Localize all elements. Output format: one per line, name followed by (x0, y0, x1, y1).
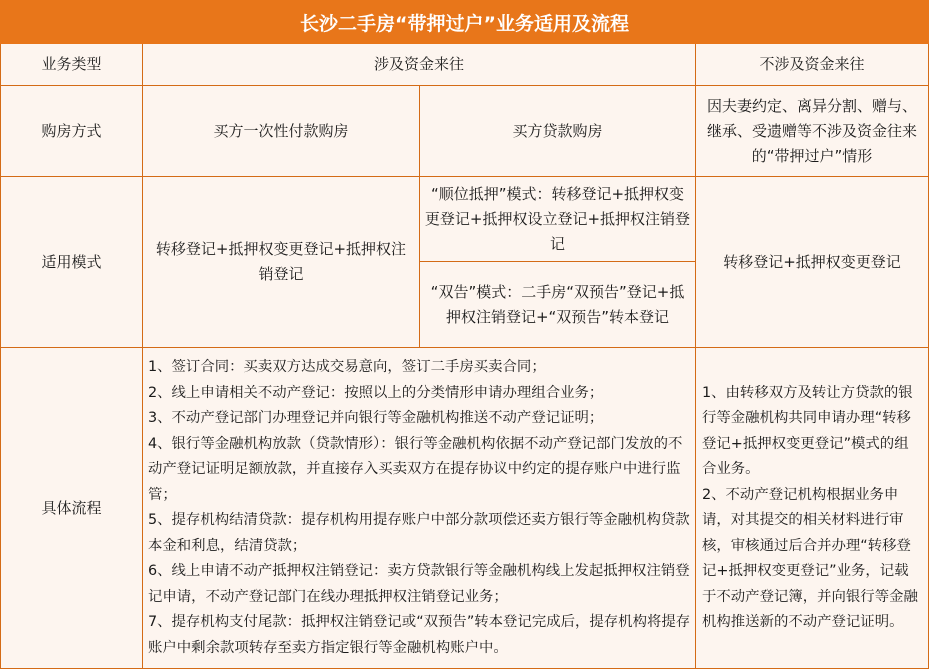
process-step: 4、银行等金融机构放款（贷款情形）：银行等金融机构依据不动产登记部门发放的不动产登记证明足额放款，并直接存入买卖双方在提存协议中约定的提存账户中进行监管； (148, 435, 683, 503)
row-label-process: 具体流程 (0, 348, 143, 669)
purchase-loan: 买方贷款购房 (420, 86, 696, 177)
row-label-applicable-mode: 适用模式 (0, 177, 143, 348)
process-without-funds-list (702, 381, 922, 636)
table-title: 长沙二手房“带押过户”业务适用及流程 (0, 0, 929, 45)
process-with-funds-list (148, 355, 691, 661)
process-without-funds (696, 348, 929, 669)
mode-loan-sequential: “顺位抵押”模式：转移登记+抵押权变更登记+抵押权设立登记+抵押权注销登记 (420, 177, 696, 262)
process-step: 5、提存机构结清贷款：提存机构用提存账户中部分款项偿还卖方银行等金融机构贷款本金和利息，结清贷款； (148, 512, 690, 554)
purchase-no-funds: 因夫妻约定、离异分割、赠与、继承、受遗赠等不涉及资金往来的“带押过户”情形 (696, 86, 929, 177)
header-with-funds: 涉及资金来往 (143, 44, 696, 86)
mode-loan-double-notice: “双告”模式：二手房“双预告”登记+抵押权注销登记+“双预告”转本登记 (420, 262, 696, 348)
mode-no-funds: 转移登记+抵押权变更登记 (696, 177, 929, 348)
process-step: 1、由转移双方及转让方贷款的银行等金融机构共同申请办理“转移登记+抵押权变更登记”模式的组合业务。 (702, 384, 913, 477)
process-step: 2、线上申请相关不动产登记：按照以上的分类情形申请办理组合业务； (148, 384, 604, 401)
row-label-purchase-method: 购房方式 (0, 86, 143, 177)
header-without-funds: 不涉及资金来往 (696, 44, 929, 86)
process-step: 2、不动产登记机构根据业务申请，对其提交的相关材料进行审核，审核通过后合并办理“转移登记+抵押权变更登记”业务，记载于不动产登记簿，并向银行等金融机构推送新的不动产登记证明。 (702, 486, 918, 630)
process-with-funds (143, 348, 696, 669)
process-step: 1、签订合同：买卖双方达成交易意向，签订二手房买卖合同； (148, 359, 546, 375)
process-step: 6、线上申请不动产抵押权注销登记：卖方贷款银行等金融机构线上发起抵押权注销登记申请，不动产登记部门在线办理抵押权注销登记业务； (148, 563, 690, 605)
purchase-one-time: 买方一次性付款购房 (143, 86, 420, 177)
mode-one-time: 转移登记+抵押权变更登记+抵押权注销登记 (143, 177, 420, 348)
process-step: 3、不动产登记部门办理登记并向银行等金融机构推送不动产登记证明； (148, 410, 604, 426)
process-step: 7、提存机构支付尾款：抵押权注销登记或“双预告”转本登记完成后，提存机构将提存账户中剩余款项转存至卖方指定银行等金融机构账户中。 (148, 614, 691, 656)
row-label-business-type: 业务类型 (0, 44, 143, 86)
